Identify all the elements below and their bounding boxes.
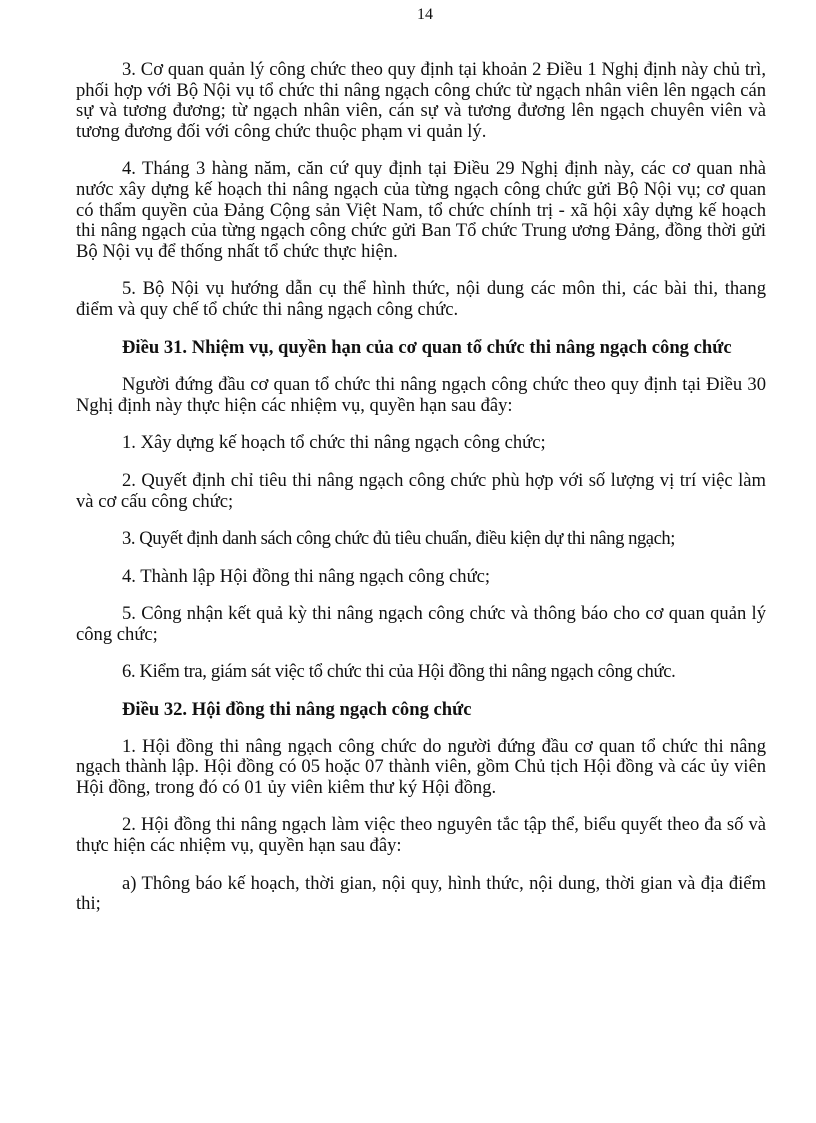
document-page (76, 0, 766, 932)
article-31-item-4: 4. Thành lập Hội đồng thi nâng ngạch công chức; (122, 565, 491, 587)
article-31-item-3: 3. Quyết định danh sách công chức đủ tiêu chuẩn, điều kiện dự thi nâng ngạch; (122, 528, 675, 550)
paragraph-clause-5: 5. Bộ Nội vụ hướng dẫn cụ thể hình thức, nội dung các môn thi, các bài thi, thang điểm và quy chế tổ chức thi nâng ngạch công chức. (76, 278, 766, 320)
article-31-item-1: 1. Xây dựng kế hoạch tổ chức thi nâng ngạch công chức; (122, 432, 546, 454)
page-number: 14 (417, 6, 433, 23)
article-31-intro: Người đứng đầu cơ quan tổ chức thi nâng ngạch công chức theo quy định tại Điều 30 Nghị định này thực hiện các nhiệm vụ, quyền hạn sau đây: (76, 374, 766, 416)
paragraph-clause-4: 4. Tháng 3 hàng năm, căn cứ quy định tại Điều 29 Nghị định này, các cơ quan nhà nước xây dựng kế hoạch thi nâng ngạch của từng ngạch công chức gửi Bộ Nội vụ; cơ quan có thẩm quyền của Đảng Cộng sản Việt Nam, tổ chức chính trị - xã hội xây dựng kế hoạch thi nâng ngạch của từng ngạch công chức gửi Ban Tổ chức Trung ương Đảng, đồng thời gửi Bộ Nội vụ để thống nhất tổ chức thực hiện. (76, 158, 766, 262)
article-32-heading: Điều 32. Hội đồng thi nâng ngạch công chức (122, 699, 472, 721)
article-31-item-2: 2. Quyết định chỉ tiêu thi nâng ngạch công chức phù hợp với số lượng vị trí việc làm và cơ cấu công chức; (76, 469, 766, 512)
document-body (76, 60, 766, 915)
article-31-item-5: 5. Công nhận kết quả kỳ thi nâng ngạch công chức và thông báo cho cơ quan quản lý công chức; (76, 603, 766, 645)
article-32-item-a: a) Thông báo kế hoạch, thời gian, nội quy, hình thức, nội dung, thời gian và địa điểm thi; (76, 872, 766, 915)
article-32-clause-2: 2. Hội đồng thi nâng ngạch làm việc theo nguyên tắc tập thể, biểu quyết theo đa số và thực hiện các nhiệm vụ, quyền hạn sau đây: (76, 814, 766, 857)
article-31-heading: Điều 31. Nhiệm vụ, quyền hạn của cơ quan tổ chức thi nâng ngạch công chức (122, 336, 732, 358)
article-31-item-6: 6. Kiểm tra, giám sát việc tổ chức thi của Hội đồng thi nâng ngạch công chức. (122, 661, 676, 683)
article-32-clause-1: 1. Hội đồng thi nâng ngạch công chức do người đứng đầu cơ quan tổ chức thi nâng ngạch thành lập. Hội đồng có 05 hoặc 07 thành viên, gồm Chủ tịch Hội đồng và các ủy viên Hội đồng, trong đó có 01 ủy viên kiêm thư ký Hội đồng. (76, 735, 766, 798)
paragraph-clause-3: 3. Cơ quan quản lý công chức theo quy định tại khoản 2 Điều 1 Nghị định này chủ trì, phối hợp với Bộ Nội vụ tổ chức thi nâng ngạch công chức từ ngạch nhân viên lên ngạch cán sự và tương đương; từ ngạch nhân viên, cán sự và tương đương lên ngạch chuyên viên và tương đương đối với công chức thuộc phạm vi quản lý. (76, 59, 766, 142)
